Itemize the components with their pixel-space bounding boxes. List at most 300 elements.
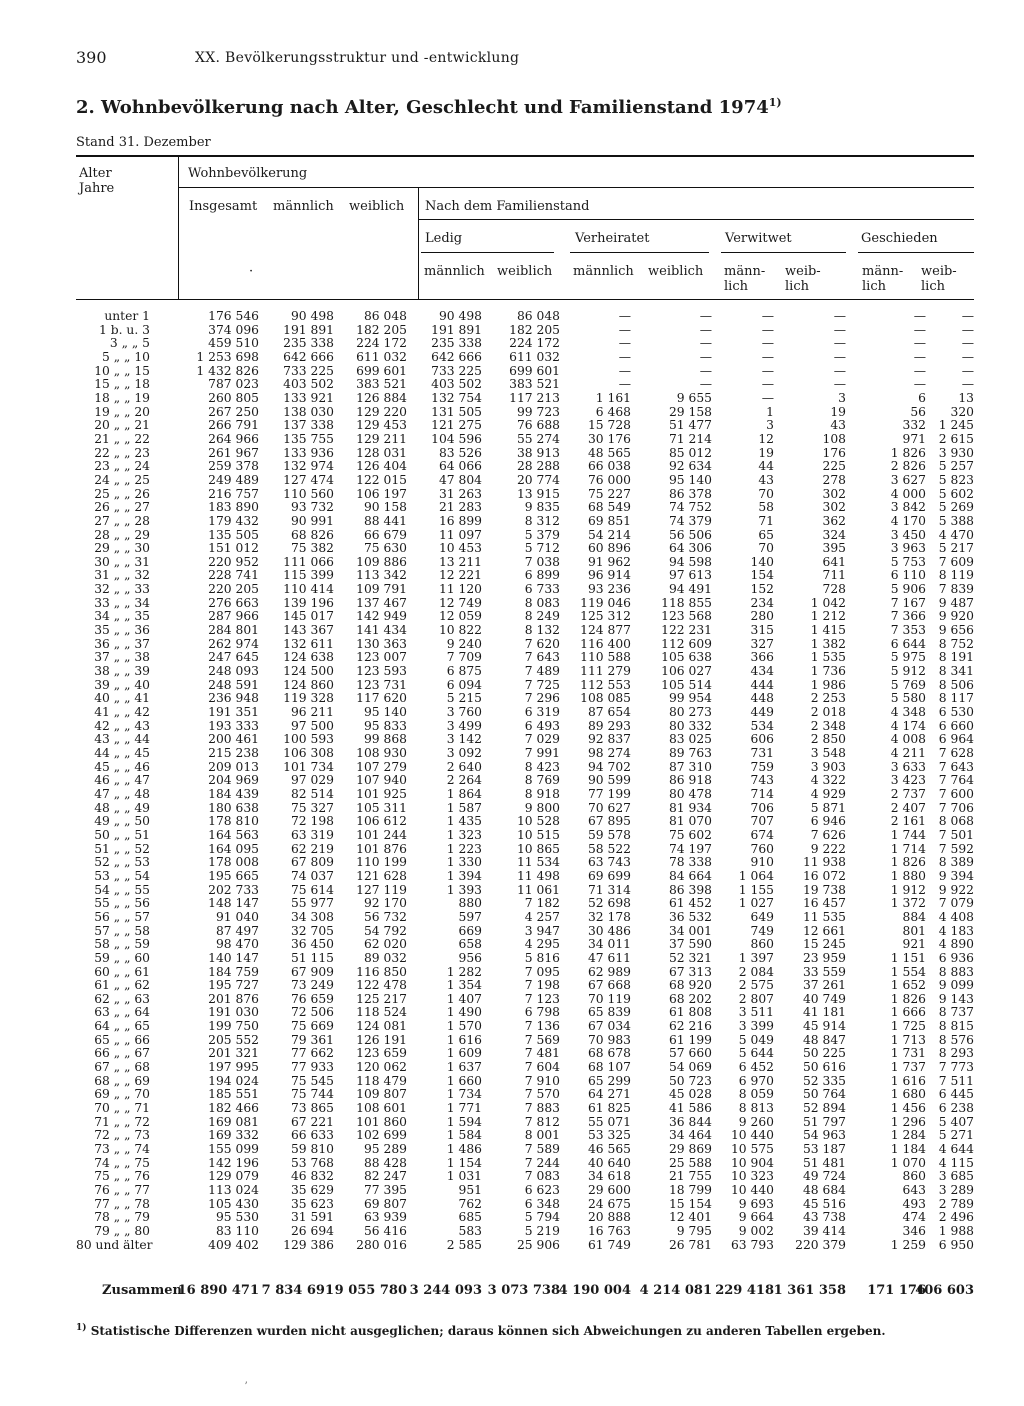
cell-maennlich: 115 399 (283, 568, 334, 583)
cell-verwitwet-m: 606 (750, 732, 774, 747)
cell-maennlich: 76 659 (290, 991, 334, 1006)
cell-ledig-m: 1 154 (446, 1155, 482, 1170)
cell-insgesamt: 264 966 (208, 431, 259, 446)
cell-ledig-m: 132 754 (431, 390, 482, 405)
cell-geschieden-m: 1 070 (890, 1155, 926, 1170)
cell-insgesamt: 267 250 (208, 404, 259, 419)
cell-verwitwet-w: 2 018 (810, 705, 846, 720)
stray-mark: ʼ (244, 1380, 248, 1393)
cell-insgesamt: 287 966 (208, 609, 259, 624)
cell-verwitwet-m: 714 (750, 786, 774, 801)
cell-verwitwet-w: 51 481 (802, 1155, 846, 1170)
cell-weiblich: 123 007 (356, 650, 407, 665)
table-row (76, 1116, 976, 1130)
cell-geschieden-m: 1 714 (890, 841, 926, 856)
rule-under-verwitwet (721, 252, 846, 253)
cell-alter: 19 „ „ 20 (94, 404, 150, 419)
cell-geschieden-m: 2 826 (890, 459, 926, 474)
cell-geschieden-m: 1 713 (890, 1032, 926, 1047)
cell-verwitwet-m: 759 (750, 759, 774, 774)
cell-ledig-w: 5 816 (524, 950, 560, 965)
cell-ledig-m: 642 666 (431, 349, 482, 364)
cell-insgesamt: 220 205 (208, 582, 259, 597)
cell-verheiratet-m: 92 837 (587, 732, 631, 747)
cell-weiblich: 63 939 (363, 1210, 407, 1225)
cell-verwitwet-m: 1 064 (738, 868, 774, 883)
cell-ledig-w: 7 589 (524, 1142, 560, 1157)
cell-weiblich: 126 884 (356, 390, 407, 405)
cell-verheiratet-w: 78 338 (668, 855, 712, 870)
cell-ledig-m: 21 283 (438, 500, 482, 515)
cell-verwitwet-m: 749 (750, 923, 774, 938)
cell-ledig-m: 3 092 (446, 746, 482, 760)
cell-weiblich: 56 416 (363, 1223, 407, 1238)
cell-geschieden-w: 5 407 (938, 1114, 974, 1129)
cell-ledig-m: 1 584 (446, 1128, 482, 1143)
cell-verwitwet-w: 7 626 (810, 827, 846, 842)
cell-insgesamt: 787 023 (208, 377, 259, 392)
cell-geschieden-w: 4 115 (938, 1155, 974, 1170)
cell-verwitwet-m: 449 (750, 705, 774, 720)
cell-ledig-w: 8 132 (524, 623, 560, 638)
table-row (76, 843, 976, 857)
cell-insgesamt: 193 333 (208, 718, 259, 733)
table-row (76, 556, 976, 570)
cell-geschieden-m: 1 744 (890, 827, 926, 842)
cell-maennlich: 72 506 (290, 1005, 334, 1020)
cell-geschieden-m: 801 (902, 923, 926, 938)
cell-geschieden-m: 1 184 (890, 1142, 926, 1157)
table-row (76, 993, 976, 1007)
table-row (76, 1061, 976, 1075)
col-head-geschieden-w (921, 264, 957, 294)
cell-verwitwet-w: 1 042 (810, 595, 846, 610)
cell-geschieden-m: 1 151 (890, 950, 926, 965)
cell-verheiratet-m: 47 611 (587, 950, 631, 965)
cell-ledig-w: 7 569 (524, 1032, 560, 1047)
total-label: Zusammen (102, 1283, 182, 1298)
cell-weiblich: 120 062 (356, 1060, 407, 1075)
cell-geschieden-m: 4 211 (890, 746, 926, 760)
cell-verwitwet-m: 743 (750, 773, 774, 788)
cell-ledig-w: 7 643 (524, 650, 560, 665)
cell-insgesamt: 205 552 (208, 1032, 259, 1047)
col-head-insgesamt: Insgesamt (189, 199, 258, 214)
cell-ledig-w: 11 534 (516, 855, 560, 870)
cell-insgesamt: 1 432 826 (196, 363, 259, 378)
cell-geschieden-w: 7 079 (938, 896, 974, 911)
cell-ledig-w: 25 906 (516, 1237, 560, 1252)
cell-verwitwet-m: 19 (758, 445, 774, 460)
cell-maennlich: 55 977 (290, 896, 334, 911)
cell-verheiratet-w: 74 197 (668, 841, 712, 856)
cell-geschieden-w: 13 (958, 390, 974, 405)
cell-geschieden-w: 8 506 (938, 677, 974, 692)
cell-maennlich: 124 638 (283, 650, 334, 665)
cell-maennlich: 96 211 (290, 705, 334, 720)
cell-verheiratet-m: 76 000 (587, 472, 631, 487)
cell-ledig-m: 403 502 (431, 377, 482, 392)
cell-verheiratet-m: 29 600 (587, 1183, 631, 1197)
total-geschieden-w: 406 603 (915, 1283, 974, 1298)
table-body (76, 310, 976, 1252)
cell-geschieden-m: 3 423 (890, 773, 926, 788)
table-row (76, 692, 976, 706)
cell-weiblich: 86 048 (363, 309, 407, 323)
cell-ledig-m: 1 354 (446, 978, 482, 993)
cell-weiblich: 95 289 (363, 1142, 407, 1157)
cell-ledig-m: 1 393 (446, 882, 482, 897)
cell-insgesamt: 135 505 (208, 527, 259, 542)
cell-ledig-m: 1 771 (446, 1101, 482, 1116)
cell-verheiratet-m: 68 107 (587, 1060, 631, 1075)
col-head-ledig-m: männlich (424, 264, 485, 279)
cell-verheiratet-w: 68 202 (668, 991, 712, 1006)
cell-maennlich: 75 545 (290, 1073, 334, 1088)
cell-geschieden-w: 8 883 (938, 964, 974, 979)
cell-verwitwet-w: 49 724 (802, 1169, 846, 1184)
cell-verwitwet-w: 302 (822, 500, 846, 515)
cell-weiblich: 69 807 (363, 1196, 407, 1211)
cell-geschieden-w: 5 602 (938, 486, 974, 501)
cell-verheiratet-w: 74 752 (668, 500, 712, 515)
cell-insgesamt: 248 093 (208, 664, 259, 679)
cell-geschieden-w: 9 656 (938, 623, 974, 638)
running-head: XX. Bevölkerungsstruktur und -entwicklung (195, 50, 520, 66)
cell-ledig-m: 685 (458, 1210, 482, 1225)
cell-geschieden-w: — (961, 349, 974, 364)
cell-geschieden-w: 3 289 (938, 1183, 974, 1197)
cell-verheiratet-w: — (699, 336, 712, 351)
cell-insgesamt: 259 378 (208, 459, 259, 474)
table-row (76, 829, 976, 843)
table-row (76, 378, 976, 392)
cell-weiblich: 89 032 (363, 950, 407, 965)
cell-maennlich: 31 591 (290, 1210, 334, 1225)
table-row (76, 529, 976, 543)
cell-verwitwet-w: 16 072 (802, 868, 846, 883)
cell-weiblich: 56 732 (363, 909, 407, 924)
cell-verwitwet-w: 6 946 (810, 814, 846, 829)
cell-verwitwet-w: 728 (822, 582, 846, 597)
cell-verheiratet-m: 87 654 (587, 705, 631, 720)
cell-geschieden-w: 7 628 (938, 746, 974, 760)
cell-verheiratet-m: 61 825 (587, 1101, 631, 1116)
col-head-geschieden-m (862, 264, 903, 294)
cell-alter: 53 „ „ 54 (94, 868, 150, 883)
cell-ledig-w: 13 915 (516, 486, 560, 501)
cell-verheiratet-w: 29 869 (668, 1142, 712, 1157)
col-head-verwitwet-w (785, 264, 821, 294)
cell-insgesamt: 262 974 (208, 636, 259, 651)
cell-geschieden-w: 6 530 (938, 705, 974, 720)
cell-verwitwet-m: 9 002 (738, 1223, 774, 1238)
table-row (76, 1006, 976, 1020)
cell-maennlich: 97 029 (290, 773, 334, 788)
cell-weiblich: 88 428 (363, 1155, 407, 1170)
cell-ledig-w: 117 213 (509, 390, 560, 405)
cell-alter: 49 „ „ 50 (94, 814, 150, 829)
footnote-text: Statistische Differenzen wurden nicht ausgeglichen; daraus können sich Abweichungen zu anderen Tabellen ergeben. (90, 1324, 886, 1338)
cell-geschieden-m: 332 (902, 418, 926, 433)
cell-ledig-m: 12 749 (438, 595, 482, 610)
cell-alter: 5 „ „ 10 (102, 349, 150, 364)
cell-verwitwet-m: 674 (750, 827, 774, 842)
cell-insgesamt: 200 461 (208, 732, 259, 747)
cell-verwitwet-w: 50 225 (802, 1046, 846, 1061)
cell-maennlich: 138 030 (283, 404, 334, 419)
cell-insgesamt: 184 439 (208, 786, 259, 801)
cell-geschieden-m: 4 174 (890, 718, 926, 733)
cell-verwitwet-m: 315 (750, 623, 774, 638)
cell-verwitwet-m: 152 (750, 582, 774, 597)
cell-verwitwet-w: 5 871 (810, 800, 846, 815)
cell-alter: 72 „ „ 73 (94, 1128, 150, 1143)
cell-weiblich: 124 081 (356, 1019, 407, 1034)
cell-insgesamt: 176 546 (208, 309, 259, 323)
cell-alter: 67 „ „ 68 (94, 1060, 150, 1075)
cell-verwitwet-w: 4 929 (810, 786, 846, 801)
cell-verheiratet-w: 87 310 (668, 759, 712, 774)
cell-ledig-w: 7 296 (524, 691, 560, 706)
cell-maennlich: 66 633 (290, 1128, 334, 1143)
cell-verheiratet-w: 50 723 (668, 1073, 712, 1088)
cell-geschieden-m: 971 (902, 431, 926, 446)
cell-geschieden-m: 2 407 (890, 800, 926, 815)
cell-weiblich: 109 791 (356, 582, 407, 597)
cell-weiblich: 126 191 (356, 1032, 407, 1047)
cell-verwitwet-w: 220 379 (795, 1237, 846, 1252)
cell-insgesamt: 151 012 (208, 541, 259, 556)
table-title (76, 96, 782, 118)
cell-geschieden-m: — (913, 336, 926, 351)
cell-geschieden-w: 4 408 (938, 909, 974, 924)
table-row (76, 515, 976, 529)
cell-weiblich: 129 220 (356, 404, 407, 419)
cell-insgesamt: 185 551 (208, 1087, 259, 1102)
cell-verwitwet-w: 43 (830, 418, 846, 433)
cell-maennlich: 67 221 (290, 1114, 334, 1129)
cell-geschieden-m: 3 842 (890, 500, 926, 515)
cell-geschieden-w: 2 615 (938, 431, 974, 446)
table-row (76, 610, 976, 624)
cell-ledig-w: 8 083 (524, 595, 560, 610)
table-row (76, 501, 976, 515)
cell-verheiratet-w: 34 001 (668, 923, 712, 938)
cell-ledig-m: 1 637 (446, 1060, 482, 1075)
cell-weiblich: 141 434 (356, 623, 407, 638)
cell-verwitwet-w: 33 559 (802, 964, 846, 979)
cell-insgesamt: 195 727 (208, 978, 259, 993)
table-row (76, 774, 976, 788)
cell-verheiratet-m: 65 299 (587, 1073, 631, 1088)
cell-verheiratet-m: 20 888 (587, 1210, 631, 1225)
cell-verheiratet-m: 94 702 (587, 759, 631, 774)
cell-verwitwet-m: 6 970 (738, 1073, 774, 1088)
table-row (76, 802, 976, 816)
cell-ledig-m: 1 864 (446, 786, 482, 801)
cell-verheiratet-m: 112 553 (580, 677, 631, 692)
cell-ledig-w: 6 798 (524, 1005, 560, 1020)
col-head-ledig: Ledig (425, 231, 463, 246)
cell-alter: 60 „ „ 61 (94, 964, 150, 979)
cell-verwitwet-w: 50 764 (802, 1087, 846, 1102)
cell-ledig-w: 4 257 (524, 909, 560, 924)
cell-weiblich: 121 628 (356, 868, 407, 883)
cell-verwitwet-w: 48 684 (802, 1183, 846, 1197)
cell-weiblich: 109 886 (356, 554, 407, 569)
cell-geschieden-w: 7 501 (938, 827, 974, 842)
col-head-verheiratet-m: männlich (573, 264, 634, 279)
cell-geschieden-w: 8 341 (938, 664, 974, 679)
cell-ledig-m: 16 899 (438, 513, 482, 528)
table-row (76, 1211, 976, 1225)
cell-alter: 39 „ „ 40 (94, 677, 150, 692)
table-row (76, 447, 976, 461)
cell-verheiratet-w: 105 638 (661, 650, 712, 665)
cell-geschieden-m: 860 (902, 1169, 926, 1184)
cell-ledig-m: 1 330 (446, 855, 482, 870)
cell-alter: 75 „ „ 76 (94, 1169, 150, 1184)
cell-verheiratet-m: — (618, 377, 631, 392)
cell-ledig-m: 1 031 (446, 1169, 482, 1184)
table-row (76, 884, 976, 898)
cell-ledig-w: 7 123 (524, 991, 560, 1006)
table-row (76, 1047, 976, 1061)
cell-weiblich: 127 119 (356, 882, 407, 897)
cell-verwitwet-w: 4 322 (810, 773, 846, 788)
table-row (76, 665, 976, 679)
table-row (76, 733, 976, 747)
cell-alter: 32 „ „ 33 (94, 582, 150, 597)
cell-verwitwet-w: 52 894 (802, 1101, 846, 1116)
cell-insgesamt: 191 030 (208, 1005, 259, 1020)
cell-verheiratet-m: 119 046 (580, 595, 631, 610)
cell-verwitwet-w: 19 (830, 404, 846, 419)
cell-ledig-m: 1 394 (446, 868, 482, 883)
cell-alter: 58 „ „ 59 (94, 937, 150, 952)
cell-geschieden-w: 3 930 (938, 445, 974, 460)
cell-verwitwet-m: 70 (758, 486, 774, 501)
cell-verheiratet-w: 36 532 (668, 909, 712, 924)
cell-ledig-m: 12 059 (438, 609, 482, 624)
cell-geschieden-w: 6 238 (938, 1101, 974, 1116)
cell-alter: 74 „ „ 75 (94, 1155, 150, 1170)
table-row (76, 815, 976, 829)
cell-geschieden-w: 7 839 (938, 582, 974, 597)
cell-verheiratet-w: 15 154 (668, 1196, 712, 1211)
cell-verheiratet-w: 37 590 (668, 937, 712, 952)
cell-verwitwet-m: 154 (750, 568, 774, 583)
cell-ledig-m: 83 526 (438, 445, 482, 460)
cell-weiblich: 224 172 (356, 336, 407, 351)
cell-geschieden-w: 5 269 (938, 500, 974, 515)
cell-insgesamt: 183 890 (208, 500, 259, 515)
rule-under-ledig (421, 252, 554, 253)
cell-verheiratet-w: 9 655 (676, 390, 712, 405)
cell-insgesamt: 197 995 (208, 1060, 259, 1075)
total-verwitwet-m: 229 418 (715, 1283, 774, 1298)
cell-verheiratet-w: 75 602 (668, 827, 712, 842)
cell-geschieden-w: 5 257 (938, 459, 974, 474)
cell-ledig-m: 10 453 (438, 541, 482, 556)
cell-verwitwet-m: 366 (750, 650, 774, 665)
cell-insgesamt: 228 741 (208, 568, 259, 583)
cell-verheiratet-w: 118 855 (661, 595, 712, 610)
cell-geschieden-w: — (961, 336, 974, 351)
cell-ledig-m: 1 486 (446, 1142, 482, 1157)
cell-verwitwet-w: 50 616 (802, 1060, 846, 1075)
cell-geschieden-w: 9 143 (938, 991, 974, 1006)
cell-verwitwet-m: 444 (750, 677, 774, 692)
cell-alter: 77 „ „ 78 (94, 1196, 150, 1211)
cell-ledig-m: 2 264 (446, 773, 482, 788)
cell-verwitwet-w: 9 222 (810, 841, 846, 856)
cell-ledig-w: 6 623 (524, 1183, 560, 1197)
cell-weiblich: 108 601 (356, 1101, 407, 1116)
cell-ledig-w: 7 725 (524, 677, 560, 692)
cell-verheiratet-w: 21 755 (668, 1169, 712, 1184)
cell-weiblich: 123 731 (356, 677, 407, 692)
cell-geschieden-w: 7 609 (938, 554, 974, 569)
cell-alter: 40 „ „ 41 (94, 691, 150, 706)
cell-ledig-w: 10 865 (516, 841, 560, 856)
cell-geschieden-m: 884 (902, 909, 926, 924)
cell-verheiratet-m: 30 486 (587, 923, 631, 938)
cell-insgesamt: 202 733 (208, 882, 259, 897)
cell-verheiratet-w: 81 070 (668, 814, 712, 829)
table-row (76, 1020, 976, 1034)
cell-ledig-w: 6 493 (524, 718, 560, 733)
table-row (76, 1198, 976, 1212)
cell-ledig-w: 10 528 (516, 814, 560, 829)
cell-verheiratet-w: 61 452 (668, 896, 712, 911)
cell-geschieden-m: 1 737 (890, 1060, 926, 1075)
cell-geschieden-m: 6 110 (890, 568, 926, 583)
cell-maennlich: 73 865 (290, 1101, 334, 1116)
cell-ledig-m: 90 498 (438, 309, 482, 323)
cell-insgesamt: 199 750 (208, 1019, 259, 1034)
cell-ledig-w: 9 800 (524, 800, 560, 815)
cell-insgesamt: 113 024 (208, 1183, 259, 1197)
cell-geschieden-m: 1 554 (890, 964, 926, 979)
cell-verwitwet-w: 3 (838, 390, 846, 405)
cell-verwitwet-m: 65 (758, 527, 774, 542)
cell-geschieden-w: 4 890 (938, 937, 974, 952)
cell-insgesamt: 191 351 (208, 705, 259, 720)
cell-ledig-m: 121 275 (431, 418, 482, 433)
cell-verheiratet-w: 64 306 (668, 541, 712, 556)
cell-insgesamt: 284 801 (208, 623, 259, 638)
cell-weiblich: 110 199 (356, 855, 407, 870)
cell-alter: 59 „ „ 60 (94, 950, 150, 965)
cell-geschieden-m: 1 666 (890, 1005, 926, 1020)
cell-alter: 66 „ „ 67 (94, 1046, 150, 1061)
cell-verheiratet-w: 62 216 (668, 1019, 712, 1034)
cell-verwitwet-w: — (833, 336, 846, 351)
cell-ledig-m: 9 240 (446, 636, 482, 651)
cell-alter: 61 „ „ 62 (94, 978, 150, 993)
cell-maennlich: 67 809 (290, 855, 334, 870)
cell-weiblich: 54 792 (363, 923, 407, 938)
total-verheiratet-m: 4 190 004 (558, 1283, 631, 1298)
cell-verwitwet-w: 16 457 (802, 896, 846, 911)
cell-insgesamt: 459 510 (208, 336, 259, 351)
cell-geschieden-w: 320 (950, 404, 974, 419)
col-head-geschieden-m-1: männ- (862, 264, 904, 279)
cell-geschieden-m: 1 912 (890, 882, 926, 897)
cell-verwitwet-m: 448 (750, 691, 774, 706)
